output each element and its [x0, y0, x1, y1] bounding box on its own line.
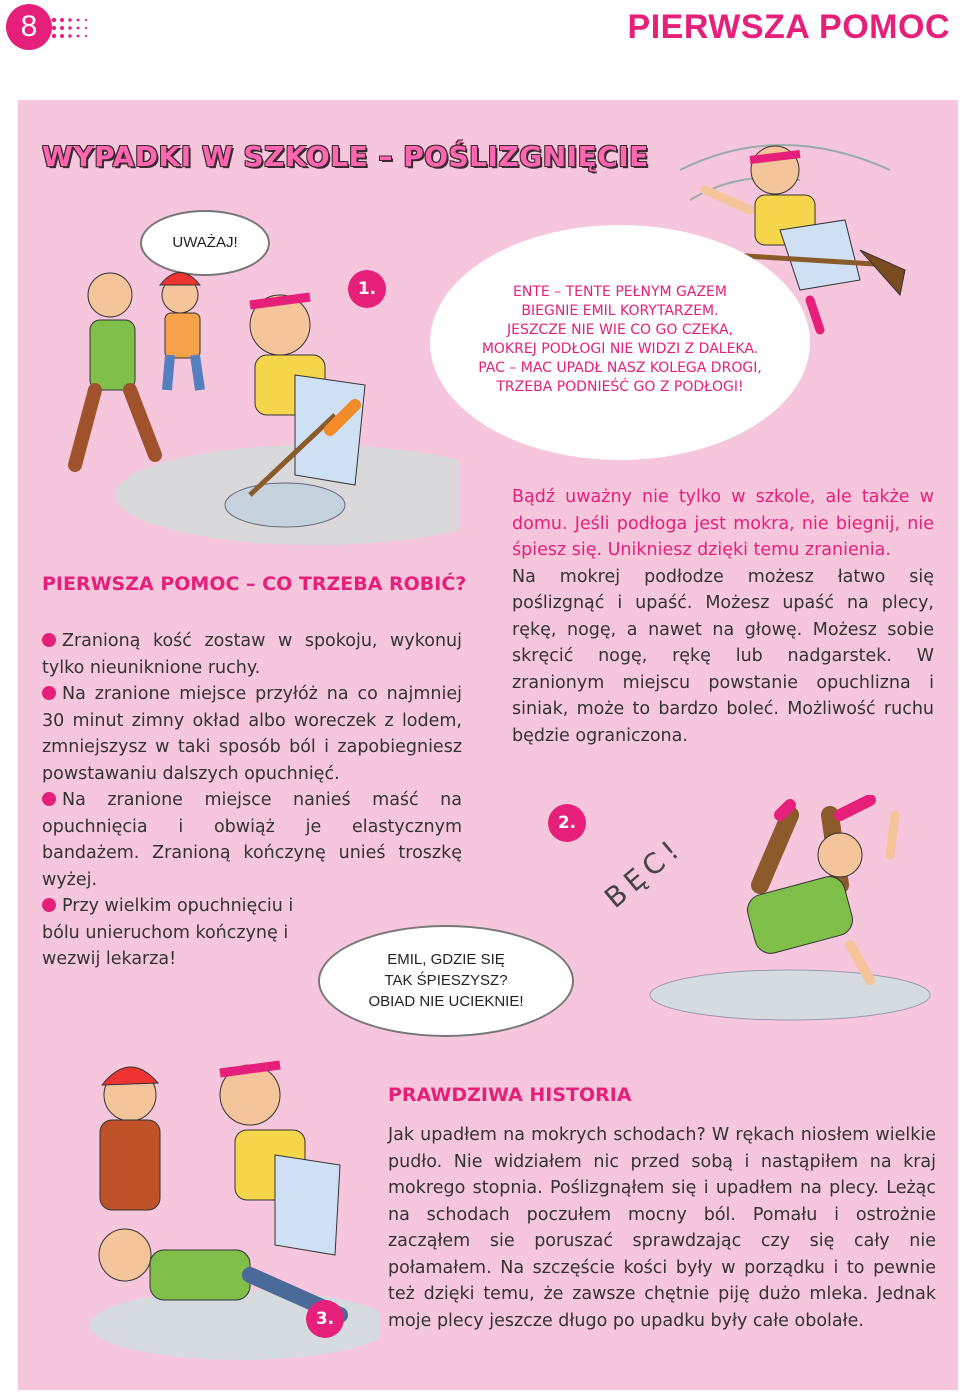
first-aid-item: Na zranione miejsce nanieś maść na opuchnięcia i obwiąż je elastycznym bandażem. Zranioną kończynę unieś troszkę wyżej. — [42, 790, 462, 890]
step-badge-3: 3. — [306, 1300, 344, 1338]
true-story-text: Jak upadłem na mokrych schodach? W rękach niosłem wielkie pudło. Nie widziałem nic przed sobą i nastąpiłem na kraj mokrego stopnia. Poślizgnąłem się i upadłem na plecy. Leżąc na schodach poczułem mocny ból. Pomału i ostrożnie zacząłem sie poruszać sprawdzając czy się cały nie połamałem. Na szczęście kości były w porządku i to pewnie też dzięki temu, że zawsze chętnie piję dużo mleka. Jednak moje plecy jeszcze długo po upadku były całe obolałe. — [388, 1125, 936, 1331]
bullet-icon — [42, 633, 56, 647]
true-story-title: PRAWDZIWA HISTORIA — [388, 1084, 632, 1106]
header-dots-decoration — [50, 16, 92, 46]
header-title: PIERWSZA POMOC — [627, 8, 950, 46]
first-aid-title: PIERWSZA POMOC – CO TRZEBA ROBIĆ? — [42, 573, 467, 595]
advice-accent: Bądź uważny nie tylko w szkole, ale także w domu. Jeśli podłoga jest mokra, nie biegnij, nie śpiesz się. Unikniesz dzięki temu zranienia. — [512, 487, 934, 560]
sound-effect-bec: BĘC! — [598, 830, 690, 915]
first-aid-list — [42, 628, 462, 973]
emil-bubble-line: TAK ŚPIESZYSZ? — [384, 972, 508, 989]
bullet-icon — [42, 898, 56, 912]
poem-line: TRZEBA PODNIEŚĆ GO Z PODŁOGI! — [496, 379, 744, 395]
emil-bubble-line: OBIAD NIE UCIEKNIE! — [368, 993, 524, 1010]
step-badge-1: 1. — [348, 270, 386, 308]
speech-bubble-emil — [318, 925, 574, 1037]
scene-1-illustration — [55, 255, 460, 555]
advice-body: Na mokrej podłodze możesz łatwo się poślizgnąć i upaść. Możesz upaść na plecy, rękę, nogę, a nawet na głowę. Możesz sobie skręcić nogę, rękę lub nadgarstek. W zranionym miejscu powstanie opuchlizna i siniak, może to bardzo boleć. Możliwość ruchu będzie ograniczona. — [512, 566, 934, 746]
advice-text — [512, 484, 934, 749]
poem-line: MOKREJ PODŁOGI NIE WIDZI Z DALEKA. — [481, 341, 759, 357]
main-title: WYPADKI W SZKOLE – POŚLIZGNIĘCIE — [42, 140, 649, 173]
poem-line: PAC – MAC UPADŁ NASZ KOLEGA DROGI, — [478, 360, 762, 376]
emil-bubble-line: EMIL, GDZIE SIĘ — [387, 951, 505, 968]
page-number: 8 — [6, 4, 52, 50]
poem-bubble — [430, 225, 810, 460]
bullet-icon — [42, 686, 56, 700]
first-aid-item: Przy wielkim opuchnięciu i bólu unieruchom kończynę i wezwij lekarza! — [42, 896, 294, 969]
step-badge-2: 2. — [548, 804, 586, 842]
poem-line: ENTE – TENTE PEŁNYM GAZEM — [513, 284, 727, 300]
speech-bubble-uwazaj: UWAŻAJ! — [140, 210, 270, 276]
first-aid-item: Na zranione miejsce przyłóż na co najmniej 30 minut zimny okład albo woreczek z lodem, zmniejszysz w taki sposób ból i zapobiegniesz powstawaniu dalszych opuchnięć. — [42, 684, 462, 784]
poem-line: JESZCZE NIE WIE CO GO CZEKA, — [506, 322, 734, 338]
scene-2-illustration — [640, 795, 940, 1025]
bullet-icon — [42, 792, 56, 806]
first-aid-item: Zranioną kość zostaw w spokoju, wykonuj tylko nieuniknione ruchy. — [42, 631, 462, 678]
poem-line: BIEGNIE EMIL KORYTARZEM. — [521, 303, 719, 319]
